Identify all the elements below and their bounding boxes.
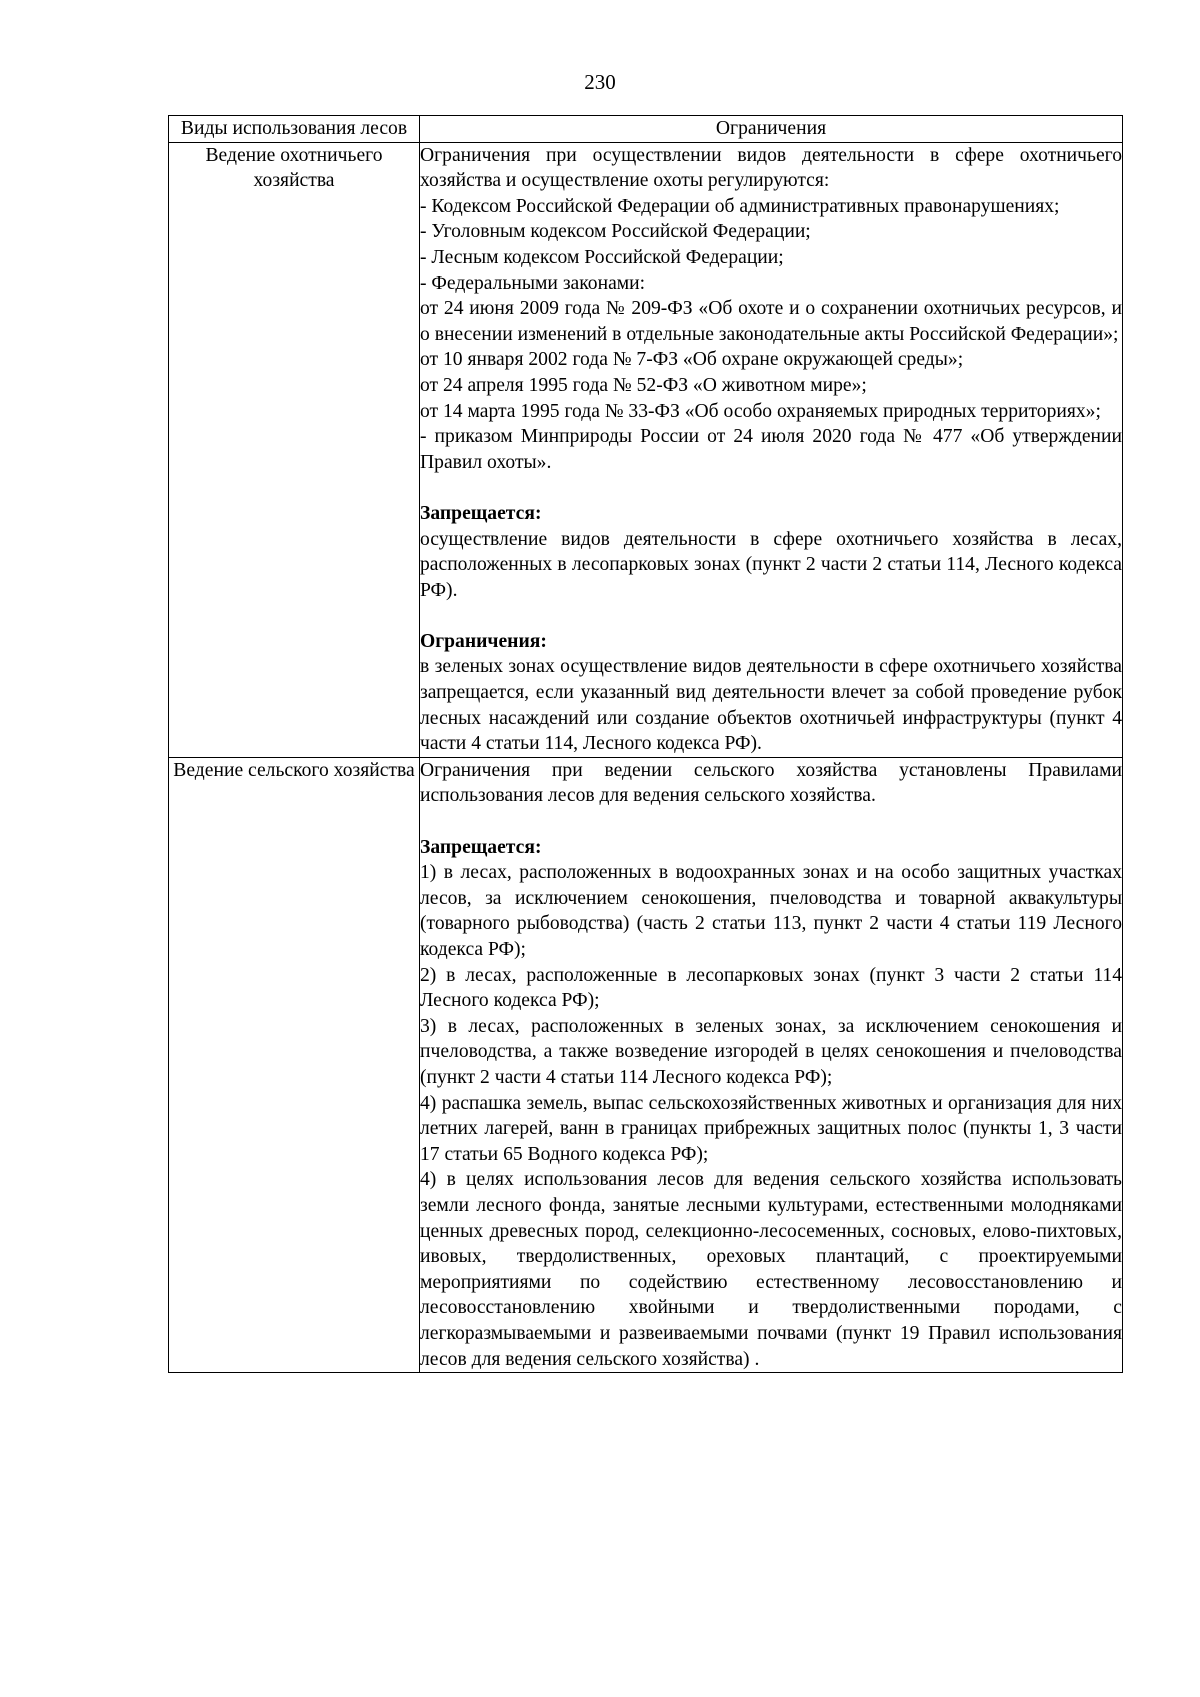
- section-heading-prohibited: Запрещается:: [420, 836, 542, 858]
- law-reference: от 24 июня 2009 года № 209-ФЗ «Об охоте и о сохранении охотничьих ресурсов, и о внесении изменений в отдельные законодательные акты Российской Федерации»;: [420, 298, 1122, 345]
- column-header-use-type: Виды использования лесов: [169, 116, 420, 143]
- list-item: - Федеральными законами:: [420, 272, 646, 294]
- paragraph: осуществление видов деятельности в сфере охотничьего хозяйства в лесах, расположенных в лесопарковых зонах (пункт 2 части 2 статьи 114, Лесного кодекса РФ).: [420, 528, 1122, 601]
- list-item: 4) в целях использования лесов для ведения сельского хозяйства использовать земли лесного фонда, занятые лесными культурами, естественными молодняками ценных древесных пород, селекционно-лесосеменных, сосновых, елово-пихтовых, ивовых, твердолиственных, ореховых плантаций, с проектируемыми мероприятиями по содействию естественному лесовосстановлению и лесовосстановлению хвойными и твердолиственными породами, с легкоразмываемыми и развеиваемыми почвами (пункт 19 Правил использования лесов для ведения сельского хозяйства) .: [420, 1169, 1122, 1370]
- paragraph: Ограничения при ведении сельского хозяйства установлены Правилами использования лесов для ведения сельского хозяйства.: [420, 759, 1122, 807]
- section-heading-prohibited: Запрещается:: [420, 502, 542, 524]
- restrictions-cell: [420, 757, 1123, 1372]
- list-item: 1) в лесах, расположенных в водоохранных зонах и на особо защитных участках лесов, за исключением сенокошения, пчеловодства и товарной аквакультуры (товарного рыбоводства) (часть 2 статьи 113, пункт 2 части 4 статьи 119 Лесного кодекса РФ);: [420, 862, 1122, 960]
- restrictions-cell: [420, 142, 1123, 757]
- law-reference: от 10 января 2002 года № 7-ФЗ «Об охране окружающей среды»;: [420, 349, 964, 371]
- table-row-hunting: [169, 142, 1123, 757]
- list-item: 2) в лесах, расположенные в лесопарковых зонах (пункт 3 части 2 статьи 114 Лесного кодекса РФ);: [420, 964, 1122, 1012]
- law-reference: от 24 апреля 1995 года № 52-ФЗ «О животном мире»;: [420, 374, 867, 396]
- column-header-restrictions: Ограничения: [420, 116, 1123, 143]
- table-row-agriculture: [169, 757, 1123, 1372]
- list-item: - Уголовным кодексом Российской Федерации;: [420, 221, 811, 243]
- table-header-row: [169, 116, 1123, 143]
- list-item: 3) в лесах, расположенных в зеленых зонах, за исключением сенокошения и пчеловодства, а также возведение изгородей в целях сенокошения и пчеловодства (пункт 2 части 4 статьи 114 Лесного кодекса РФ);: [420, 1015, 1122, 1088]
- forest-use-restrictions-table: [168, 115, 1123, 1373]
- use-type-cell: Ведение охотничьего хозяйства: [169, 142, 420, 757]
- law-reference: от 14 марта 1995 года № 33-ФЗ «Об особо охраняемых природных территориях»;: [420, 400, 1101, 422]
- paragraph: Ограничения при осуществлении видов деятельности в сфере охотничьего хозяйства и осуществление охоты регулируются:: [420, 144, 1122, 192]
- use-type-cell: Ведение сельского хозяйства: [169, 757, 420, 1372]
- list-item: - приказом Минприроды России от 24 июля 2020 года № 477 «Об утверждении Правил охоты».: [420, 426, 1122, 473]
- page-number: 230: [584, 70, 616, 94]
- list-item: - Лесным кодексом Российской Федерации;: [420, 246, 784, 268]
- section-heading-restrictions: Ограничения:: [420, 630, 547, 652]
- paragraph: в зеленых зонах осуществление видов деятельности в сфере охотничьего хозяйства запрещается, если указанный вид деятельности влечет за собой проведение рубок лесных насаждений или создание объектов охотничьей инфраструктуры (пункт 4 части 4 статьи 114, Лесного кодекса РФ).: [420, 656, 1122, 755]
- list-item: - Кодексом Российской Федерации об административных правонарушениях;: [420, 195, 1060, 217]
- list-item: 4) распашка земель, выпас сельскохозяйственных животных и организация для них летних лагерей, ванн в границах прибрежных защитных полос (пункты 1, 3 части 17 статьи 65 Водного кодекса РФ);: [420, 1092, 1122, 1165]
